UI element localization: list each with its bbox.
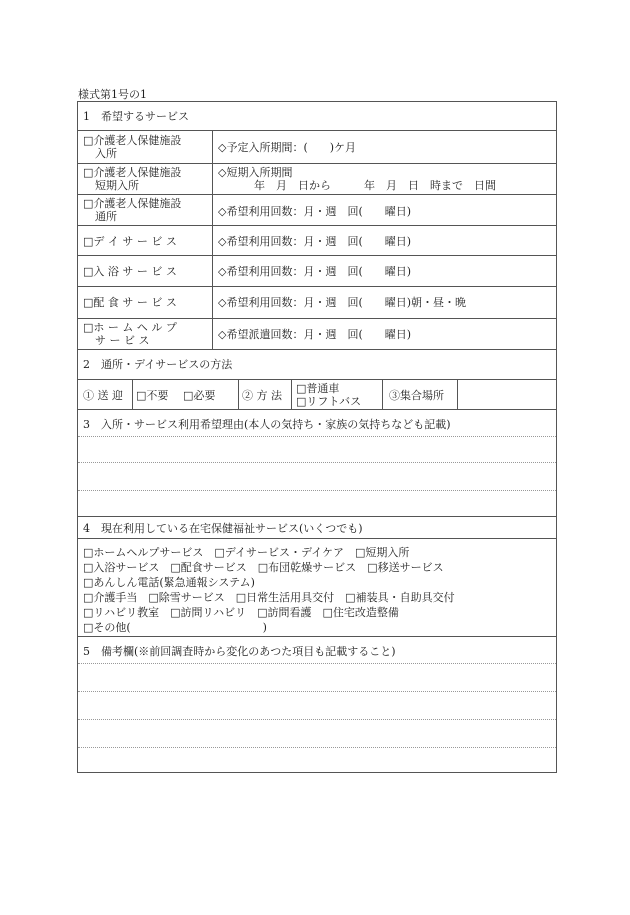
section5-block <box>78 637 556 774</box>
current-services-line[interactable]: □その他( ) <box>83 621 267 634</box>
section2-header <box>78 350 556 380</box>
current-services-line[interactable]: □入浴サービス □配食サービス □布団乾燥サービス □移送サービス <box>83 561 444 574</box>
service-detail: ◇予定入所期間：( )ケ月 <box>218 141 357 154</box>
application-form <box>77 101 557 773</box>
service-name <box>83 166 211 192</box>
service-name: □入 浴 サ ー ビ ス <box>83 265 177 278</box>
method-label: ② 方 法 <box>242 389 282 402</box>
service-name-line2: 入所 <box>95 147 117 160</box>
service-detail <box>218 166 496 192</box>
service-detail: ◇希望利用回数：月・週 回( 曜日) <box>218 265 412 278</box>
current-services-line[interactable]: □ホームヘルプサービス □デイサービス・デイケア □短期入所 <box>83 546 410 559</box>
service-name-line1: □介護老人保健施設 <box>83 166 182 179</box>
current-services-line[interactable]: □あんしん電話(緊急通報システム) <box>83 576 255 589</box>
section5-title: 5 備考欄(※前回調査時から変化のあつた項目も記載すること) <box>83 645 396 658</box>
section3-title: 3 入所・サービス利用希望理由(本人の気持ち・家族の気持ちなども記載) <box>83 418 451 431</box>
service-row-home-help[interactable] <box>78 319 556 350</box>
transport-needed-checkbox[interactable]: □必要 <box>183 389 216 402</box>
reason-text-area[interactable] <box>78 437 556 516</box>
section2-title: 2 通所・デイサービスの方法 <box>83 358 233 371</box>
meeting-place-label: ③集合場所 <box>389 389 444 402</box>
service-name-line1: □ホ ー ム ヘ ル プ <box>83 321 177 334</box>
service-detail: ◇希望利用回数：月・週 回( 曜日)朝・昼・晩 <box>218 296 467 309</box>
service-name: □配 食 サ ー ビ ス <box>83 296 177 309</box>
service-name-line2: 通所 <box>95 210 117 223</box>
service-row-day-service[interactable] <box>78 226 556 256</box>
service-row-facility-admission[interactable] <box>78 131 556 164</box>
section1-title: 1 希望するサービス <box>83 110 189 123</box>
service-detail: ◇希望派遣回数：月・週 回( 曜日) <box>218 328 412 341</box>
service-name-line1: □介護老人保健施設 <box>83 134 182 147</box>
section4-title: 4 現在利用している在宅保健福祉サービス(いくつでも) <box>83 522 363 535</box>
regular-car-checkbox[interactable]: □普通車 <box>296 382 340 395</box>
service-name: □デ イ サ ー ビ ス <box>83 235 177 248</box>
service-detail: ◇希望利用回数：月・週 回( 曜日) <box>218 235 412 248</box>
transport-row <box>78 380 556 410</box>
lift-bus-checkbox[interactable]: □リフトバス <box>296 395 362 408</box>
service-name <box>83 321 211 347</box>
transport-label: ① 送 迎 <box>83 389 123 402</box>
current-services-line[interactable]: □介護手当 □除雪サービス □日常生活用具交付 □補装具・自助具交付 <box>83 591 455 604</box>
meeting-place-field[interactable] <box>458 380 556 409</box>
section4-header <box>78 517 556 539</box>
remarks-text-area[interactable] <box>78 664 556 774</box>
form-code: 様式第1号の1 <box>78 88 147 101</box>
current-services-block <box>78 539 556 637</box>
section3-block <box>78 410 556 517</box>
service-row-meal-delivery[interactable] <box>78 287 556 319</box>
service-name <box>83 197 211 223</box>
service-row-short-stay[interactable] <box>78 164 556 195</box>
service-row-day-care[interactable] <box>78 195 556 226</box>
service-detail: ◇希望利用回数：月・週 回( 曜日) <box>218 205 412 218</box>
current-services-line[interactable]: □リハビリ教室 □訪問リハビリ □訪問看護 □住宅改造整備 <box>83 606 399 619</box>
service-name-line2: サ ー ビ ス <box>95 334 150 347</box>
transport-not-needed-checkbox[interactable]: □不要 <box>136 389 169 402</box>
service-detail-line1: ◇短期入所期間 <box>218 166 293 179</box>
service-name-line2: 短期入所 <box>95 179 139 192</box>
service-row-bathing[interactable] <box>78 256 556 287</box>
service-name-line1: □介護老人保健施設 <box>83 197 182 210</box>
section1-header <box>78 102 556 131</box>
service-name <box>83 134 211 160</box>
service-detail-line2: 年 月 日から 年 月 日 時まで 日間 <box>254 179 496 192</box>
